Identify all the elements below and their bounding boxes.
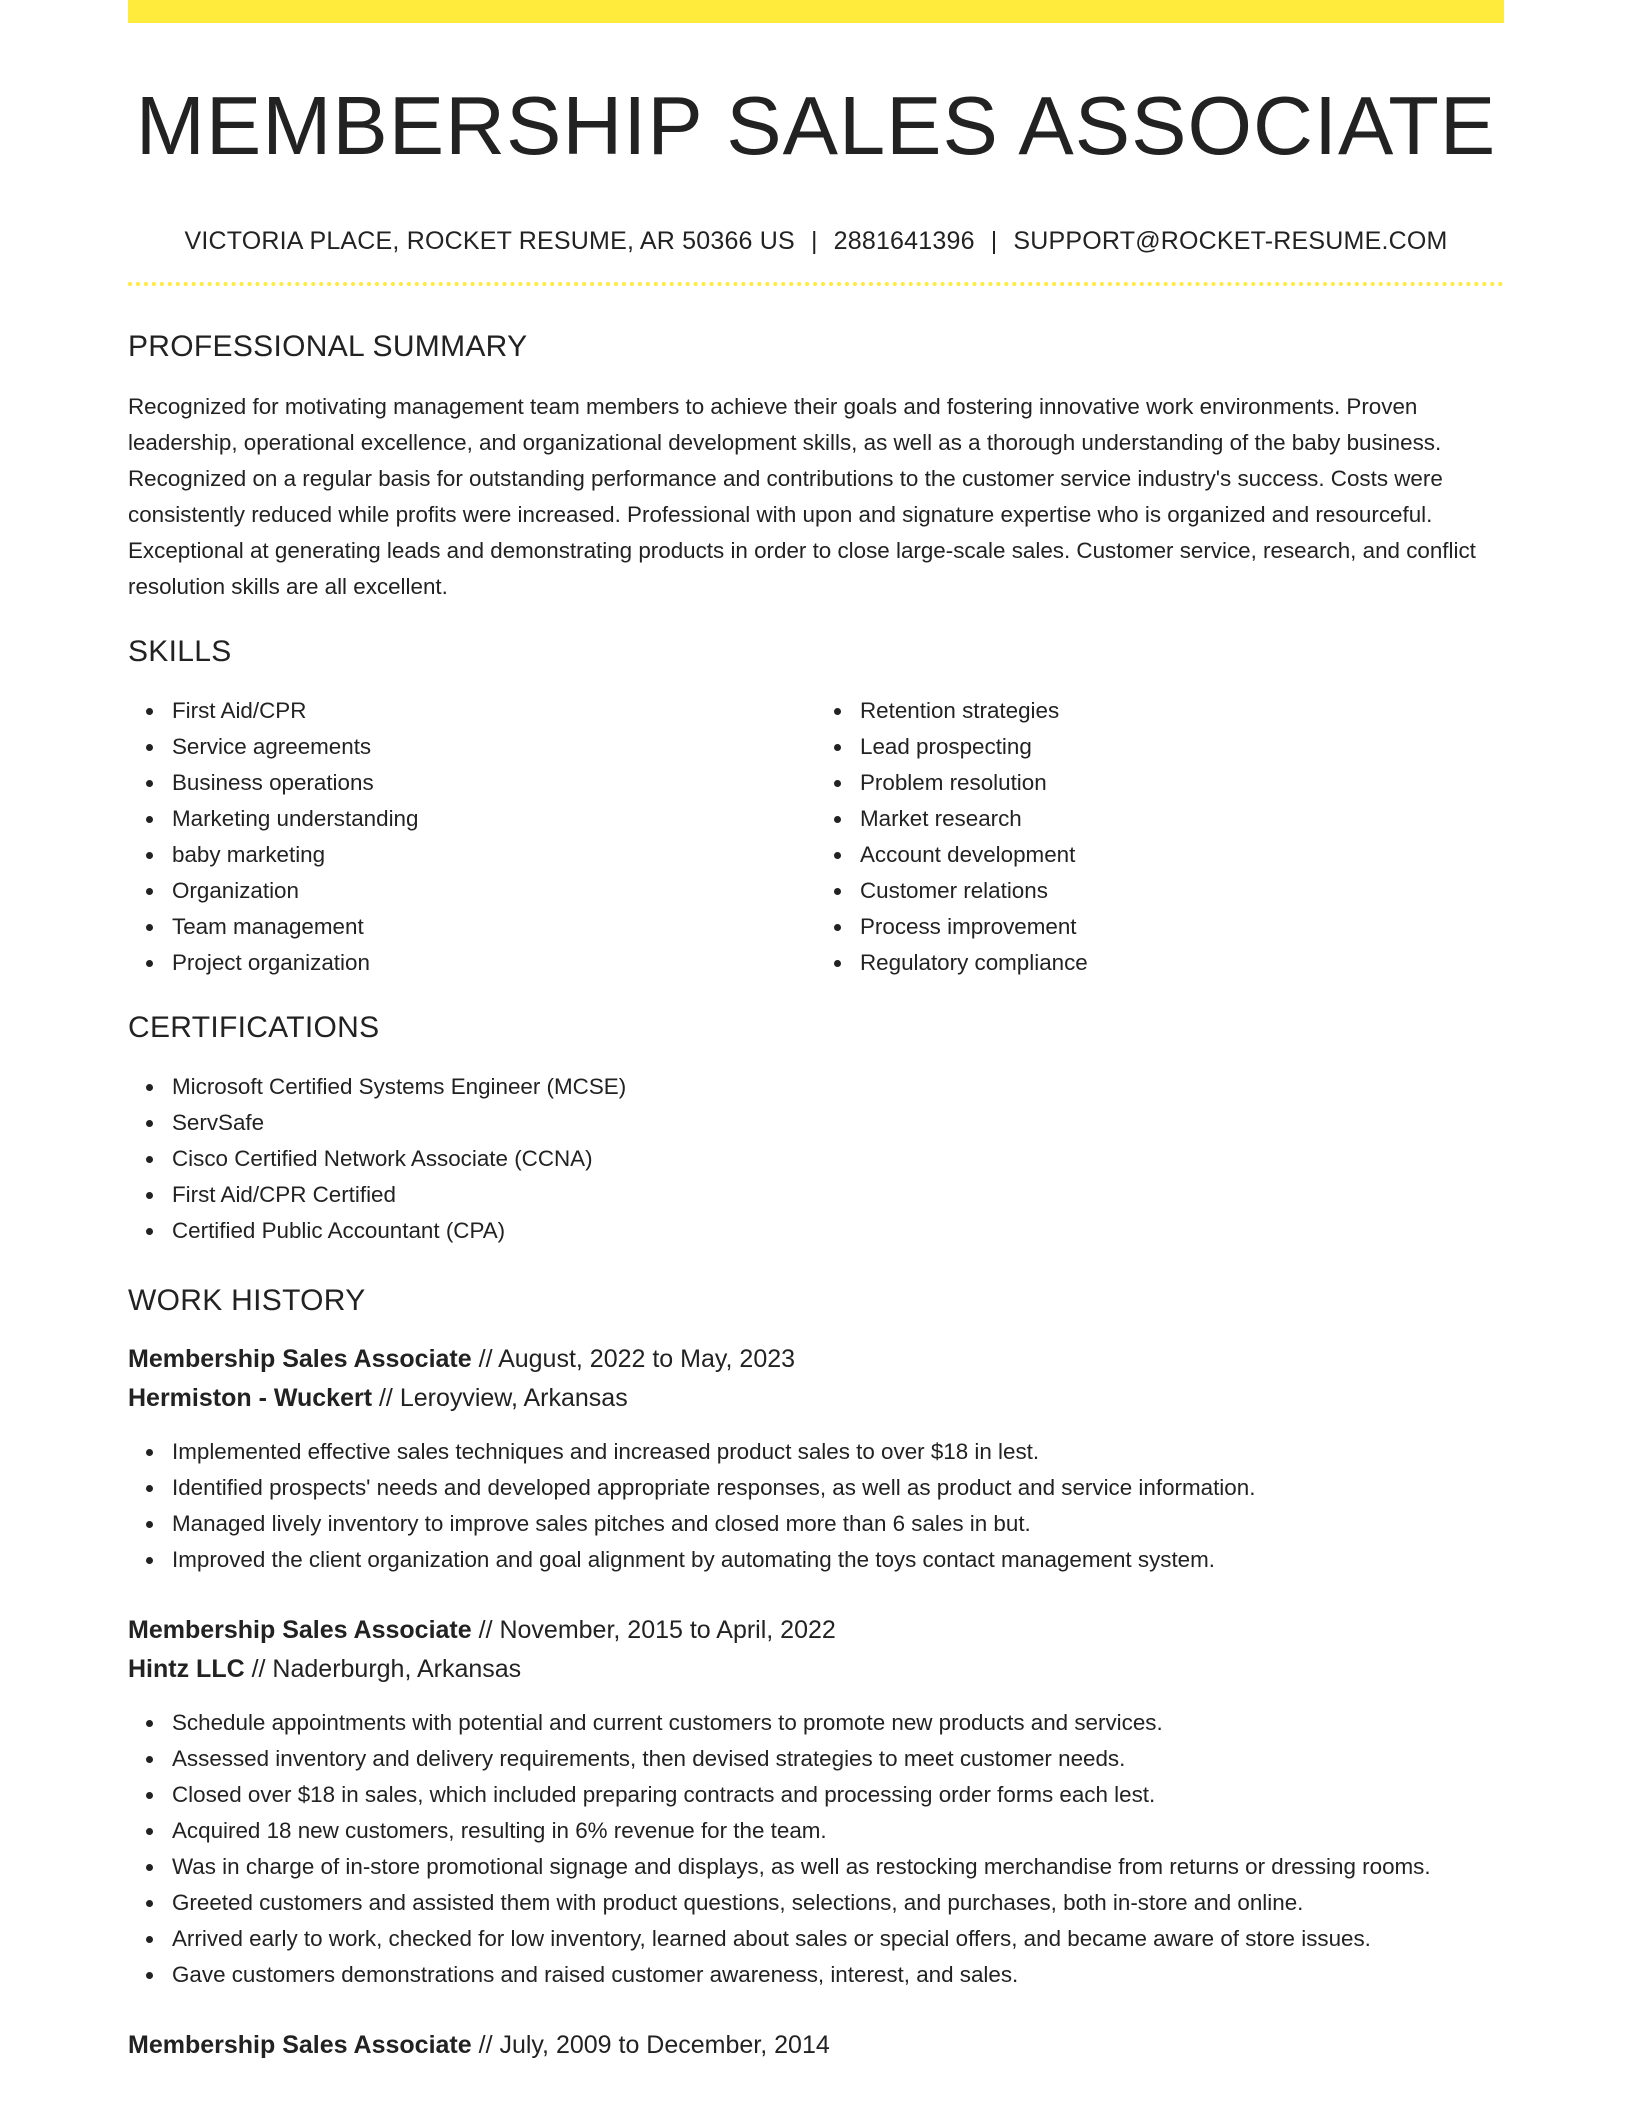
list-item: First Aid/CPR Certified [172, 1177, 1504, 1213]
job-title-line [128, 1611, 1504, 1650]
job-entry [128, 1611, 1504, 1993]
summary-section [128, 330, 1504, 605]
list-item: Regulatory compliance [860, 945, 1504, 981]
job-dates: // November, 2015 to April, 2022 [471, 1616, 836, 1645]
list-item: Gave customers demonstrations and raised customer awareness, interest, and sales. [172, 1957, 1504, 1993]
top-accent-bar [128, 0, 1504, 23]
contact-separator: | [810, 227, 818, 256]
list-item: Was in charge of in-store promotional signage and displays, as well as restocking merchandise from returns or dressing rooms. [172, 1849, 1504, 1885]
certifications-heading: CERTIFICATIONS [128, 1011, 380, 1045]
job-company: Hintz LLC [128, 1655, 245, 1684]
list-item: Marketing understanding [172, 801, 816, 837]
job-bullet-list [128, 1434, 1504, 1578]
list-item: ServSafe [172, 1105, 1504, 1141]
list-item: Acquired 18 new customers, resulting in 6% revenue for the team. [172, 1813, 1504, 1849]
summary-text: Recognized for motivating management team members to achieve their goals and fostering innovative work environments. Proven leadership, operational excellence, and organizational development skills, as well as a thorough understanding of the baby business. Recognized on a regular basis for outstanding performance and contributions to the customer service industry's success. Costs were consistently reduced while profits were increased. Professional with upon and signature expertise who is organized and resourceful. Exceptional at generating leads and demonstrating products in order to close large-scale sales. Customer service, research, and conflict resolution skills are all excellent. [128, 394, 1476, 600]
job-location: // Naderburgh, Arkansas [244, 1655, 522, 1684]
list-item: Closed over $18 in sales, which included preparing contracts and processing order forms each lest. [172, 1777, 1504, 1813]
list-item: Improved the client organization and goal alignment by automating the toys contact management system. [172, 1542, 1504, 1578]
list-item: Retention strategies [860, 693, 1504, 729]
job-dates: // August, 2022 to May, 2023 [471, 1345, 796, 1374]
list-item: Microsoft Certified Systems Engineer (MCSE) [172, 1069, 1504, 1105]
list-item: Schedule appointments with potential and current customers to promote new products and services. [172, 1705, 1504, 1741]
list-item: Greeted customers and assisted them with product questions, selections, and purchases, both in-store and online. [172, 1885, 1504, 1921]
job-title-line [128, 1340, 1504, 1379]
skills-heading: SKILLS [128, 635, 232, 669]
certifications-list [128, 1069, 1504, 1249]
list-item: Problem resolution [860, 765, 1504, 801]
skills-section [128, 635, 1504, 981]
list-item: Identified prospects' needs and developed appropriate responses, as well as product and service information. [172, 1470, 1504, 1506]
summary-heading: PROFESSIONAL SUMMARY [128, 330, 528, 364]
list-item: Managed lively inventory to improve sales pitches and closed more than 6 sales in but. [172, 1506, 1504, 1542]
job-location: // Leroyview, Arkansas [372, 1384, 628, 1413]
list-item: Implemented effective sales techniques and increased product sales to over $18 in lest. [172, 1434, 1504, 1470]
job-entry [128, 2026, 1504, 2065]
contact-phone: 2881641396 [833, 227, 975, 256]
skills-list-right [816, 693, 1504, 981]
list-item: Process improvement [860, 909, 1504, 945]
list-item: Business operations [172, 765, 816, 801]
list-item: Project organization [172, 945, 816, 981]
work-history-section [128, 1284, 1504, 2065]
job-dates: // July, 2009 to December, 2014 [471, 2031, 830, 2060]
list-item: Customer relations [860, 873, 1504, 909]
resume-page [128, 0, 1504, 2065]
job-company-line [128, 1379, 1504, 1418]
job-title-line [128, 2026, 1504, 2065]
header-divider [128, 282, 1504, 286]
job-title: Membership Sales Associate [128, 2031, 472, 2060]
list-item: Lead prospecting [860, 729, 1504, 765]
list-item: Organization [172, 873, 816, 909]
certifications-section [128, 1011, 1504, 1249]
list-item: Certified Public Accountant (CPA) [172, 1213, 1504, 1249]
job-company-line [128, 1650, 1504, 1689]
list-item: First Aid/CPR [172, 693, 816, 729]
job-title: Membership Sales Associate [128, 1345, 472, 1374]
list-item: Service agreements [172, 729, 816, 765]
contact-address: VICTORIA PLACE, ROCKET RESUME, AR 50366 US [184, 227, 795, 256]
candidate-name: MEMBERSHIP SALES ASSOCIATE [135, 79, 1497, 172]
job-entry [128, 1340, 1504, 1578]
list-item: baby marketing [172, 837, 816, 873]
skills-columns [128, 693, 1504, 981]
contact-email: SUPPORT@ROCKET-RESUME.COM [1013, 227, 1448, 256]
contact-separator: | [990, 227, 998, 256]
contact-line [128, 227, 1504, 256]
list-item: Arrived early to work, checked for low inventory, learned about sales or special offers, and became aware of store issues. [172, 1921, 1504, 1957]
work-history-heading: WORK HISTORY [128, 1284, 366, 1318]
list-item: Account development [860, 837, 1504, 873]
job-title: Membership Sales Associate [128, 1616, 472, 1645]
list-item: Assessed inventory and delivery requirements, then devised strategies to meet customer needs. [172, 1741, 1504, 1777]
list-item: Cisco Certified Network Associate (CCNA) [172, 1141, 1504, 1177]
job-company: Hermiston - Wuckert [128, 1384, 373, 1413]
skills-list-left [128, 693, 816, 981]
list-item: Market research [860, 801, 1504, 837]
list-item: Team management [172, 909, 816, 945]
job-bullet-list [128, 1705, 1504, 1993]
